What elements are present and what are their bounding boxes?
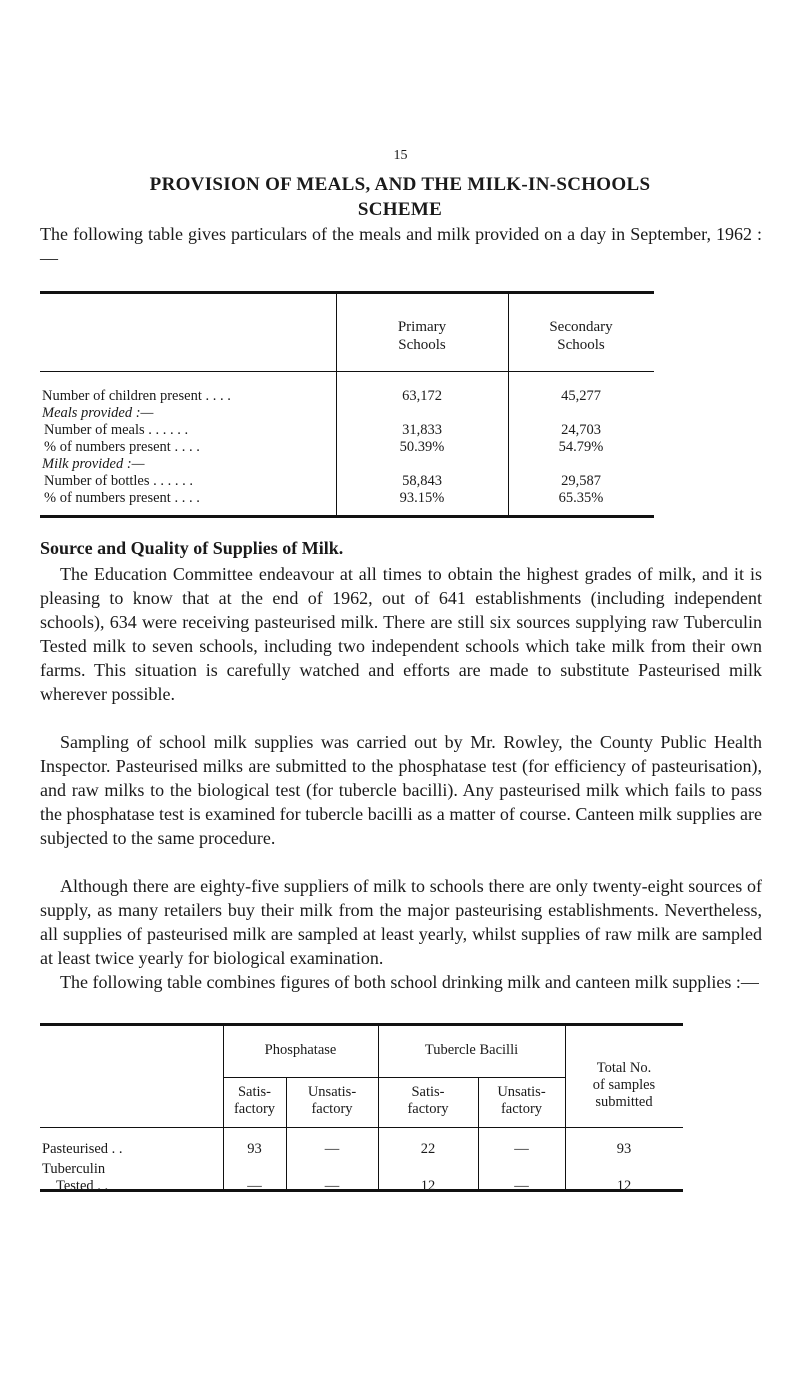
table1-cell: 63,172 [402, 388, 442, 404]
table1-header-secondary: Secondary Schools [549, 319, 613, 353]
table2-cell: — [324, 1178, 340, 1194]
table2-cell: — [324, 1141, 340, 1157]
table2-header-total: Total No. of samples submitted [592, 1060, 656, 1110]
table2-subheader: Satis- factory [407, 1084, 449, 1117]
table1-cell: 31,833 [402, 422, 442, 438]
table2-subheader: Unsatis- factory [497, 1084, 546, 1117]
table2-header-phosphatase: Phosphatase [264, 1042, 337, 1058]
title-line-2: SCHEME [357, 199, 443, 220]
table2-cell: 12 [616, 1178, 632, 1194]
meals-milk-table [40, 291, 654, 518]
table1-cell: 50.39% [399, 439, 445, 455]
table1-header-rule [40, 371, 654, 372]
table2-row-label: Pasteurised . . [42, 1141, 123, 1157]
page-number: 15 [393, 148, 408, 163]
table2-cell: 22 [420, 1141, 436, 1157]
table2-subheader: Unsatis- factory [307, 1084, 357, 1117]
body-paragraph: The following table combines figures of both school drinking milk and canteen milk supplies :— [60, 972, 759, 992]
table1-cell: 45,277 [561, 388, 601, 404]
milk-test-table [40, 1023, 683, 1192]
table1-cell: 24,703 [561, 422, 601, 438]
title-line-1: PROVISION OF MEALS, AND THE MILK-IN-SCHOOLS [149, 174, 651, 195]
table2-subheader: Satis- factory [233, 1084, 276, 1117]
table2-cell: 93 [247, 1141, 262, 1157]
table1-row-label: Number of meals . . . . . . [44, 422, 189, 438]
table2-header-rule [40, 1127, 683, 1128]
table2-header-tubercle-bacilli: Tubercle Bacilli [424, 1042, 519, 1058]
table1-header-primary: Primary Schools [397, 319, 447, 353]
table1-section-label: Milk provided :— [42, 456, 145, 472]
table1-cell: 65.35% [558, 490, 604, 506]
table2-cell: — [247, 1178, 262, 1194]
table1-cell: 58,843 [402, 473, 442, 489]
table2-group-rule [223, 1077, 565, 1078]
table2-row-label: Tuberculin [42, 1161, 106, 1177]
table1-row-label: Number of children present . . . . [42, 388, 231, 404]
table1-row-label: % of numbers present . . . . [44, 490, 200, 506]
intro-paragraph: The following table gives particulars of the meals and milk provided on a day in September, 1962 :— [40, 224, 762, 268]
table1-cell: 93.15% [399, 490, 445, 506]
table1-section-label: Meals provided :— [42, 405, 154, 421]
section-heading: Source and Quality of Supplies of Milk. [40, 538, 344, 558]
body-paragraph: Sampling of school milk supplies was carried out by Mr. Rowley, the County Public Health Inspector. Pasteurised milks are submitted to the phosphatase test (for efficiency of pasteurisation), and raw milks to the biological test (for tubercle bacilli). Any pasteurised milk which fails to pass the phosphatase test is examined for tubercle bacilli as a matter of course. Canteen milk supplies are subjected to the same procedure. [40, 732, 762, 848]
table1-cell: 29,587 [561, 473, 601, 489]
table2-cell: 93 [616, 1141, 632, 1157]
body-paragraph: The Education Committee endeavour at all times to obtain the highest grades of milk, and it is pleasing to know that at the end of 1962, out of 641 establishments (including independent schools), 634 were receiving pasteurised milk. There are still six sources supplying raw Tuberculin Tested milk to seven schools, including two independent schools which take milk from their own farms. This situation is carefully watched and efforts are made to substitute Pasteurised milk wherever possible. [40, 564, 762, 704]
table1-cell: 54.79% [558, 439, 604, 455]
table2-cell: — [514, 1141, 529, 1157]
body-paragraph: Although there are eighty-five suppliers of milk to schools there are only twenty-eight sources of supply, as many retailers buy their milk from the major pasteurising establishments. Nevertheless, all supplies of pasteurised milk are sampled at least yearly, whilst supplies of raw milk are sampled at least twice yearly for biological examination. [40, 876, 762, 968]
page-title [40, 172, 760, 222]
table1-row-label: Number of bottles . . . . . . [44, 473, 194, 489]
table1-row-label: % of numbers present . . . . [44, 439, 200, 455]
table2-row-label: Tested . . [56, 1178, 109, 1194]
table2-cell: — [514, 1178, 529, 1194]
table2-cell: 12 [420, 1178, 436, 1194]
